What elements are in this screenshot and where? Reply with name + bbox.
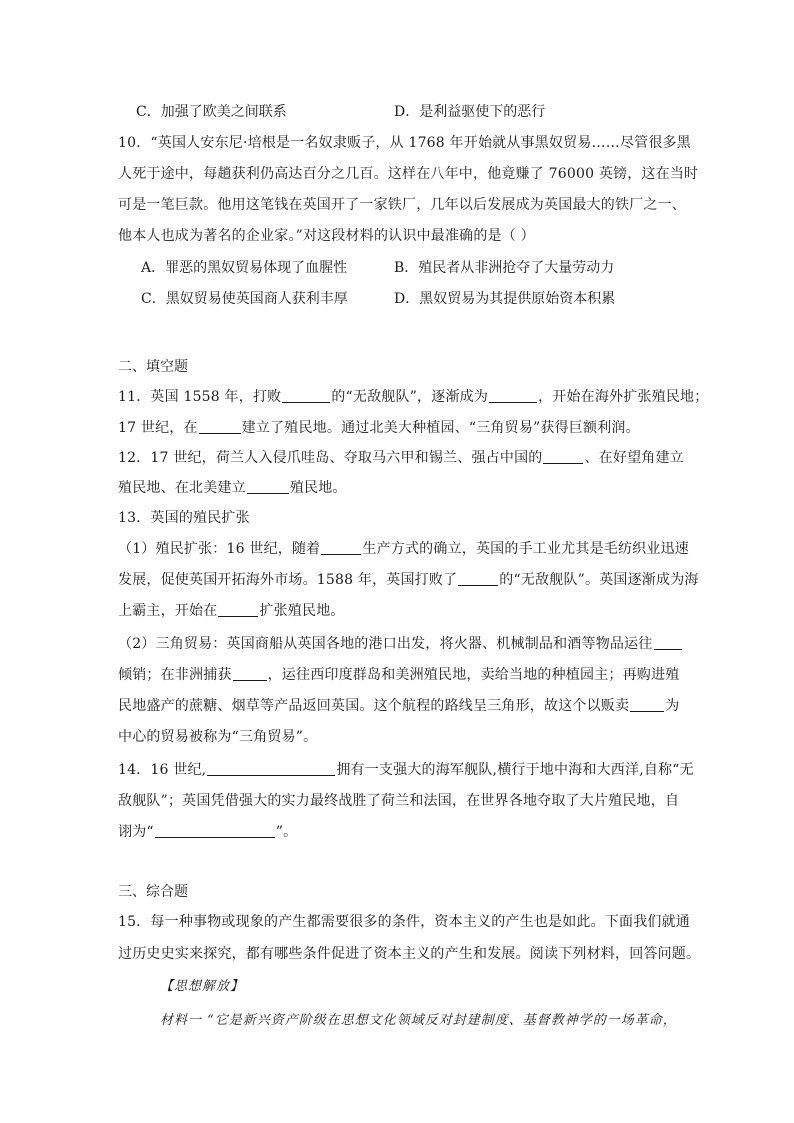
q14-line-1	[118, 760, 694, 780]
q10-option-c: C．黑奴贸易使英国商人获利丰厚	[141, 291, 348, 307]
q12-text-c: 殖民地、在北美建立	[118, 480, 246, 496]
q13-text-c: 发展，促使英国开拓海外市场。1588 年，英国打败了	[118, 572, 458, 588]
q13-text-g: （2）三角贸易：英国商船从英国各地的港口出发，将火器、机械制品和酒等物品运往	[118, 636, 653, 652]
q10-line-1: 10．“英国人安东尼·培根是一名奴隶贩子，从 1768 年开始就从事黑奴贸易……尽管很多黑	[118, 135, 691, 151]
q10-line-3: 可是一笔巨款。他用这笔钱在英国开了一家铁厂，几年以后发展成为英国最大的铁厂之一、	[118, 197, 686, 213]
q13-text-b: 生产方式的确立，英国的手工业尤其是毛纺织业迅速	[362, 541, 689, 557]
section-comprehensive-title: 三、综合题	[118, 884, 188, 900]
q15-line-2: 过历史史实来探究，都有哪些条件促进了资本主义的产生和发展。阅读下列材料，回答问题。	[118, 946, 701, 962]
q15-material-1: 材料一 “它是新兴资产阶级在思想文化领域反对封建制度、基督教神学的一场革命，	[160, 1013, 677, 1028]
q13-part2-line-4: 中心的贸易被称为“三角贸易”。	[118, 729, 318, 745]
q11-text-e: 建立了殖民地。通过北美大种植园、“三角贸易”获得巨额利润。	[241, 420, 640, 436]
q10-option-b: B．殖民者从非洲抢夺了大量劳动力	[394, 260, 615, 276]
section-fill-in-title: 二、填空题	[118, 359, 188, 375]
answer-blank[interactable]	[630, 697, 664, 712]
q13-text-j: 民地盛产的蔗糖、烟草等产品返回英国。这个航程的路线呈三角形，故这个以贩卖	[118, 698, 630, 714]
q14-text-d: ”。	[275, 824, 298, 840]
answer-blank[interactable]	[233, 666, 267, 681]
q12-text-d: 殖民地。	[289, 480, 347, 496]
q10-option-d: D．黑奴贸易为其提供原始资本积累	[394, 291, 616, 307]
q13-text-e: 上霸主，开始在	[118, 603, 218, 619]
q15-line-1: 15．每一种事物或现象的产生都需要很多的条件，资本主义的产生也是如此。下面我们就通	[118, 914, 691, 930]
q13-part1-line-3	[118, 601, 345, 621]
q13-part2-line-1	[118, 634, 683, 654]
answer-blank[interactable]	[207, 761, 335, 776]
q13-part2-line-3	[118, 696, 679, 716]
q13-part1-line-2	[118, 570, 699, 590]
q11-text-c: ，开始在海外扩张殖民地；	[538, 389, 709, 405]
q13-text-f: 扩张殖民地。	[259, 603, 345, 619]
answer-blank[interactable]	[489, 388, 537, 403]
q14-line-2: 敌舰队”；英国凭借强大的实力最终战胜了荷兰和法国，在世界各地夺取了大片殖民地，自	[118, 793, 680, 809]
q11-line-1	[118, 387, 708, 407]
q11-text-a: 11．英国 1558 年，打败	[118, 389, 282, 405]
q13-part1-line-1	[118, 539, 689, 559]
q13-text-k: 为	[665, 698, 680, 714]
q15-subtitle: 【思想解放】	[160, 979, 245, 994]
answer-blank[interactable]	[321, 540, 361, 555]
q10-option-a: A．罪恶的黑奴贸易体现了血腥性	[141, 260, 348, 276]
q13-title: 13．英国的殖民扩张	[118, 510, 250, 526]
q12-text-a: 12．17 世纪，荷兰人入侵爪哇岛、夺取马六甲和锡兰、强占中国的	[118, 450, 543, 466]
answer-blank[interactable]	[247, 479, 289, 494]
q12-line-2	[118, 478, 347, 498]
q13-text-a: （1）殖民扩张：16 世纪，随着	[118, 541, 321, 557]
q14-text-c: 诩为“	[118, 824, 154, 840]
q13-text-h: 倾销；在非洲捕获	[118, 667, 232, 683]
answer-blank[interactable]	[218, 602, 258, 617]
q13-text-i: ，运往西印度群岛和美洲殖民地，卖给当地的种植园主；再购进殖	[267, 667, 680, 683]
answer-blank[interactable]	[282, 388, 330, 403]
q13-part2-line-2	[118, 665, 679, 685]
q12-line-1	[118, 448, 684, 468]
q9-option-c: C．加强了欧美之间联系	[136, 104, 287, 120]
answer-blank[interactable]	[654, 635, 682, 650]
q13-text-d: 的“无敌舰队”。英国逐渐成为海	[499, 572, 699, 588]
q9-option-d: D．是利益驱使下的恶行	[394, 104, 546, 120]
q10-line-2: 人死于途中，每趟获利仍高达百分之几百。这样在八年中，他竟赚了 76000 英镑，这在当时	[118, 166, 699, 182]
q11-text-d: 17 世纪，在	[118, 420, 198, 436]
q12-text-b: 、在好望角建立	[584, 450, 684, 466]
answer-blank[interactable]	[543, 449, 583, 464]
answer-blank[interactable]	[199, 419, 241, 434]
q10-line-4: 他本人也成为著名的企业家。”对这段材料的认识中最准确的是（ ）	[118, 228, 535, 244]
q14-text-a: 14．16 世纪,	[118, 762, 207, 778]
answer-blank[interactable]	[458, 571, 498, 586]
q14-line-3	[118, 822, 297, 842]
answer-blank[interactable]	[155, 823, 275, 838]
q11-text-b: 的“无敌舰队”，逐渐成为	[331, 389, 489, 405]
q11-line-2	[118, 418, 640, 438]
q14-text-b: 拥有一支强大的海军舰队,横行于地中海和大西洋,自称“无	[336, 762, 694, 778]
